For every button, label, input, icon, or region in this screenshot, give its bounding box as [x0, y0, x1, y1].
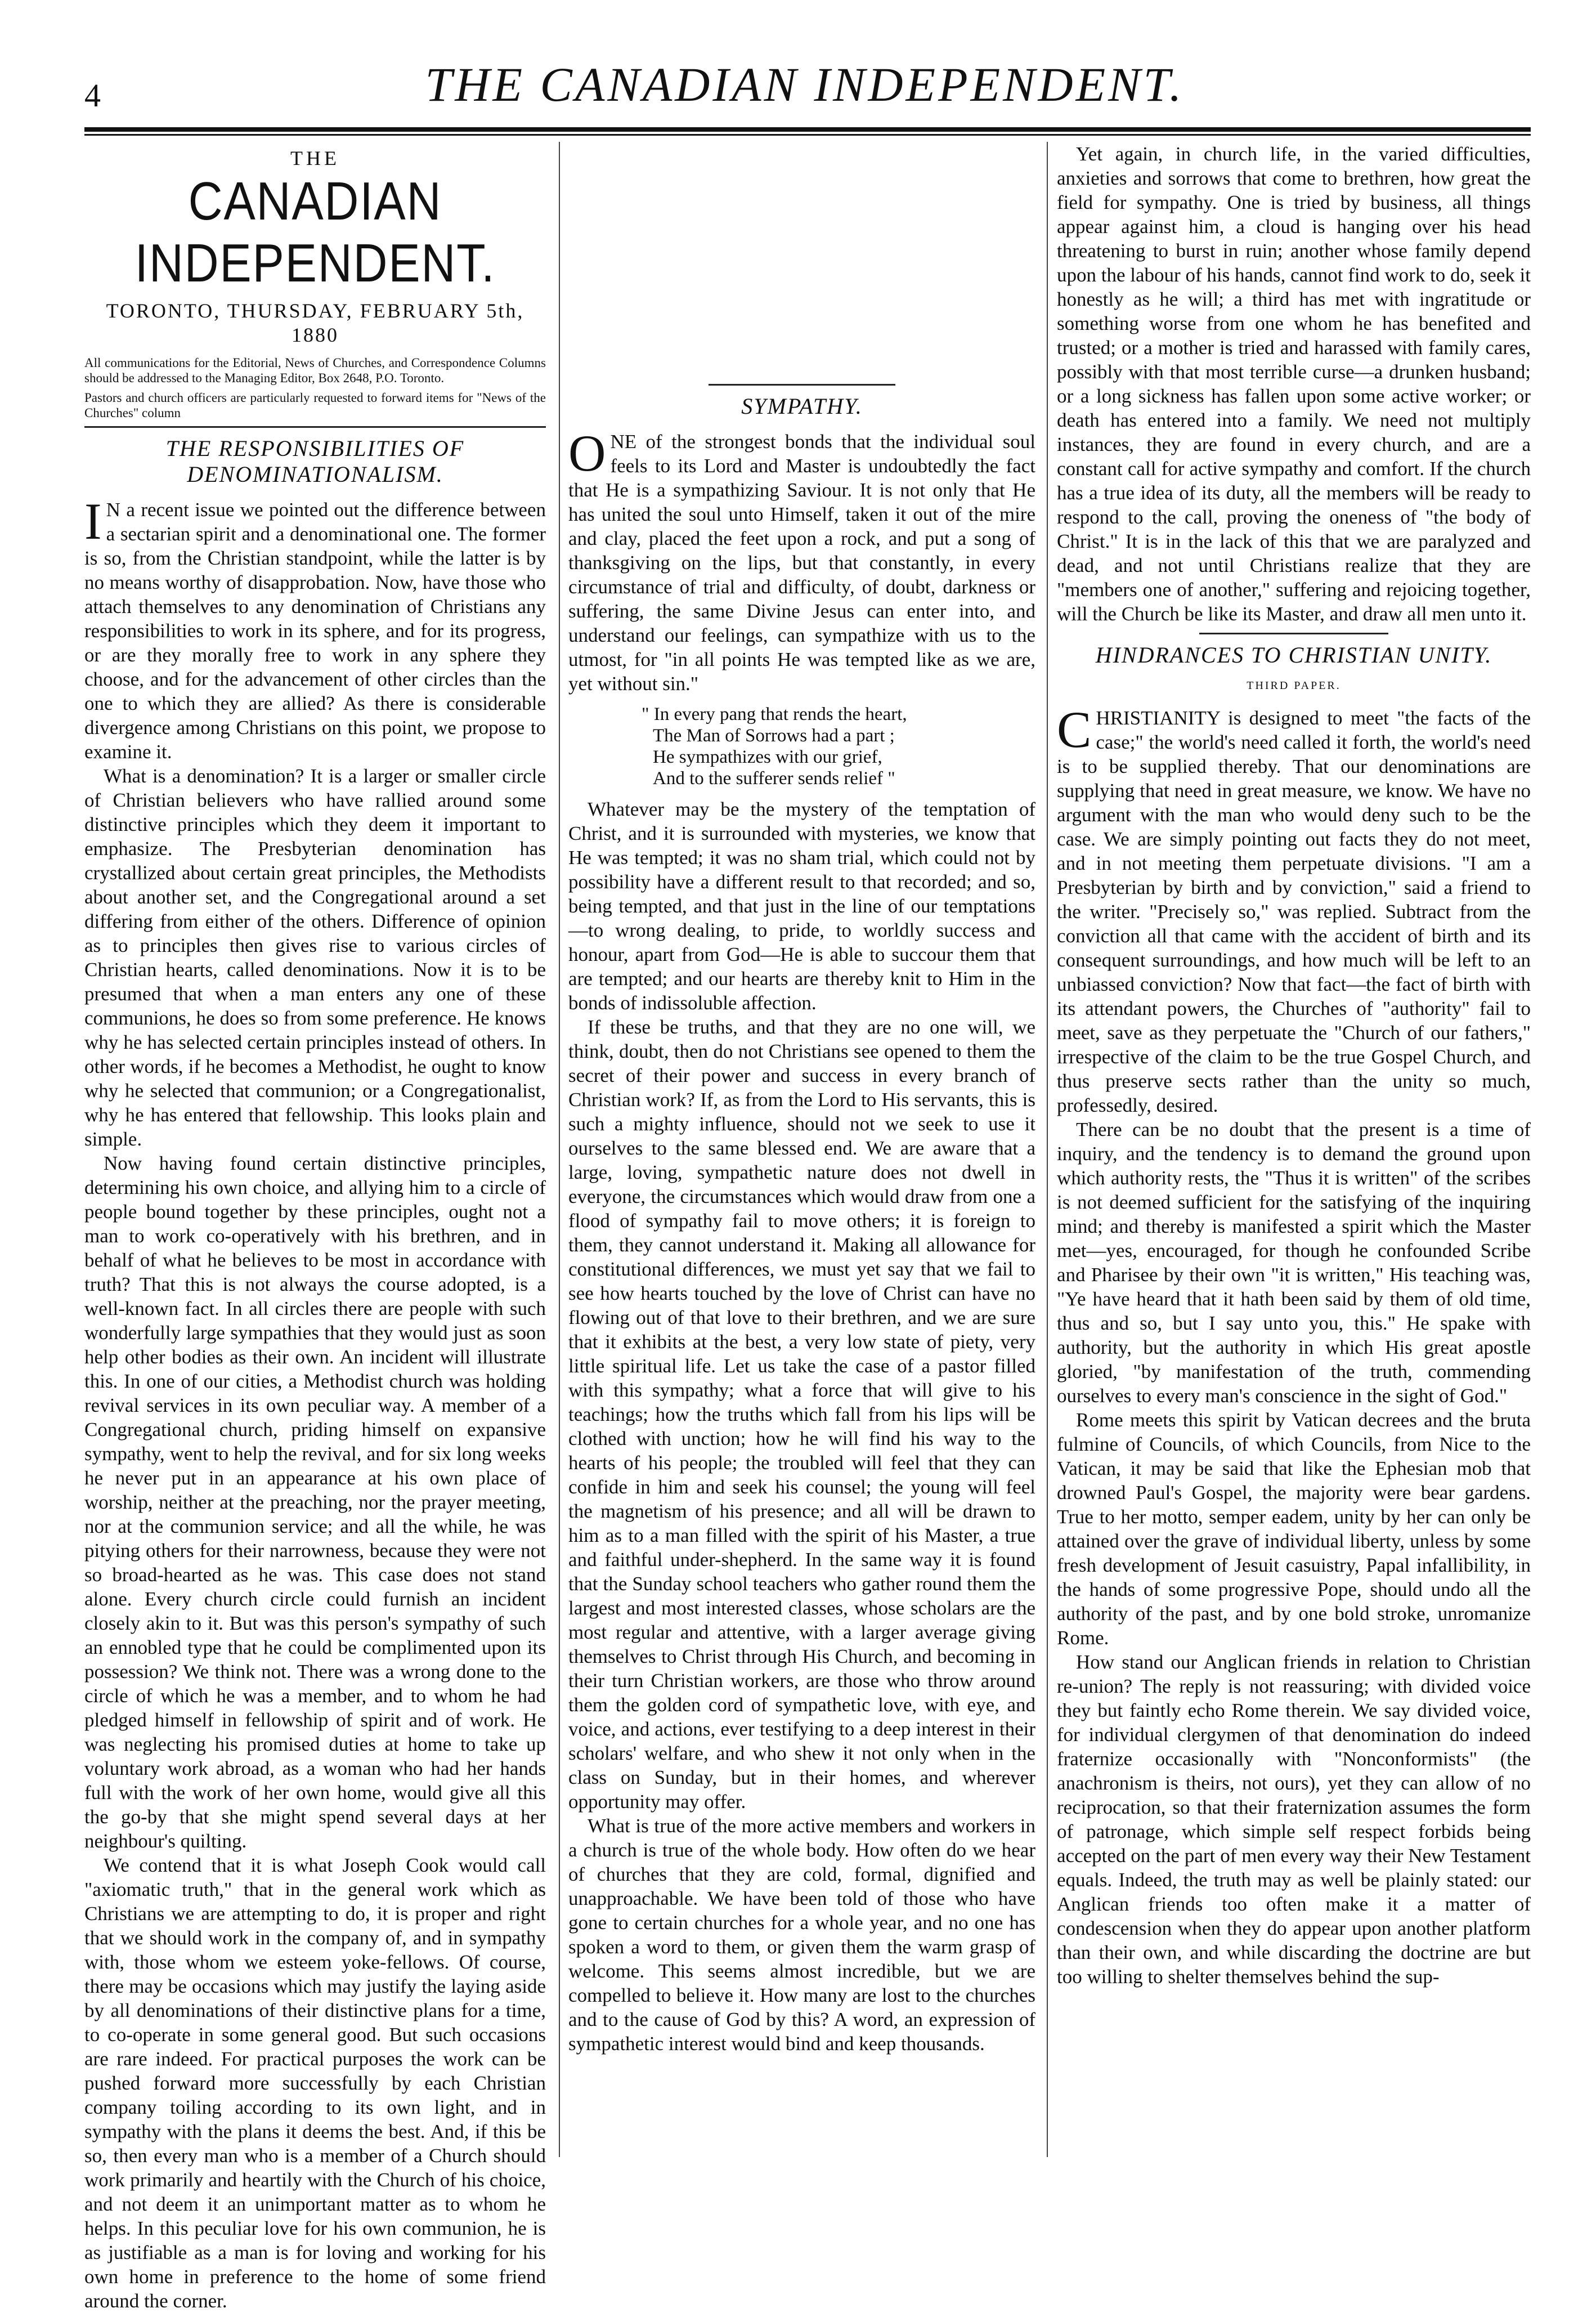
- poem-line: He sympathizes with our grief,: [653, 747, 882, 767]
- masthead-title: CANADIAN INDEPENDENT.: [135, 171, 496, 293]
- article-title-sympathy: SYMPATHY.: [741, 393, 863, 419]
- poem-line: The Man of Sorrows had a part ;: [653, 726, 895, 746]
- column-separator: [559, 142, 560, 2157]
- section-divider: [1199, 633, 1389, 634]
- section-divider: [84, 426, 546, 428]
- column-1: [84, 142, 546, 2312]
- article-paragraph: How stand our Anglican friends in relation to Christian re-union? The reply is not reassuring; with divided voice they but faintly echo Rome therein. We say divided voice, for individual clergymen of that denomination do indeed fraternize occasionally with "Nonconformists" (the anachronism is theirs, not ours), yet they can allow of no reciprocation, so that their fraternization assumes the form of patronage, which simple self respect forbids being accepted on the part of men every way their New Testament equals. Indeed, the truth may as well be plainly stated: our Anglican friends too often make it a matter of condescension when they do appear upon another platform than their own, and while discarding the doctrine are but too willing to shelter themselves behind the sup-: [1057, 1651, 1531, 1988]
- article-paragraph: There can be no doubt that the present is a time of inquiry, and the tendency is to demand the ground upon which authority rests, the "Thus it is written" of the scribes is not deemed sufficient for the satisfying of the inquiring mind; and thereby is manifested a spirit which the Master met—yes, encouraged, for though he confounded Scribe and Pharisee by their own "it is written," His teaching was, "Ye have heard that it hath been said by them of old time, thus and so, but I say unto you, this." He spake with authority, but the authority in which His great apostle gloried, "by manifestation of the truth, commending ourselves to every man's conscience in the sight of God.": [1057, 1119, 1531, 1407]
- masthead-dateline: TORONTO, THURSDAY, FEBRUARY 5th, 1880: [106, 299, 524, 346]
- article-subtitle: THIRD PAPER.: [1247, 679, 1341, 692]
- article-paragraph: I N a recent issue we pointed out the difference between a sectarian spirit and a denominational one. The former is so, from the Christian standpoint, while the latter is by no means worthy of disapprobation. Now, have those who attach themselves to any denomination of Christians any responsibilities to work in its sphere, and for its progress, or are they morally free to work in any sphere they choose, and for the advancement of other circles than the one to which they are allied? As there is considerable divergence among Christians on this point, we propose to examine it.: [84, 493, 546, 763]
- article-paragraph: ONE of the strongest bonds that the individual soul feels to its Lord and Master is undoubtedly the fact that He is a sympathizing Saviour. It is not only that He has united the soul unto Himself, taken it out of the mire and clay, placed the feet upon a rock, and put a song of thanksgiving on the lips, but that constantly, in every circumstance of trial and difficulty, of doubt, darkness or suffering, the same Divine Jesus can enter into, and understand our feelings, can sympathize with us to the utmost, for "in all points He was tempted like as we are, yet without sin.": [568, 424, 1035, 695]
- article-paragraph: What is true of the more active members and workers in a church is true of the whole body. How often do we hear of churches that they are cold, formal, dignified and unapproachable. We have been told of those who have gone to certain churches for a whole year, and no one has spoken a word to them, or given them the warm grasp of welcome. This seems almost incredible, but we are compelled to believe it. How many are lost to the churches and to the cause of God by this? A word, an expression of sympathetic interest would bind and keep thousands.: [568, 1815, 1035, 2055]
- article-paragraph: Rome meets this spirit by Vatican decrees and the bruta fulmine of Councils, of which Councils, from Nice to the Vatican, it may be said that like the Ephesian mob that drowned Paul's Gospel, the majority were bear gardens. True to her motto, semper eadem, unity by her can only be attained over the grave of individual liberty, unless by some fresh development of Jesuit casuistry, Papal infallibility, in the hands of some progressive Pope, should undo all the authority of the past, and by one bold stroke, unromanize Rome.: [1057, 1409, 1531, 1649]
- article-paragraph: If these be truths, and that they are no one will, we think, doubt, then do not Christians see opened to them the secret of their power and success in every branch of Christian work? If, as from the Lord to His servants, this is such a mighty influence, should not we seek to use it ourselves to the same blessed end. We are aware that a large, loving, sympathetic nature does not dwell in everyone, the circumstances which would draw from one a flood of sympathy fail to move others; it is foreign to them, they cannot understand it. Making all allowance for constitutional differences, we must yet say that we fail to see how hearts touched by the love of Christ can have no flowing out of that love to their brethren, and we are sure that it exhibits at the best, a very low state of piety, very little spiritual life. Let us take the case of a pastor filled with this sympathy; what a force that will give to his teachings; how the truths which fall from his lips will be clothed with unction; how he will find his way to the hearts of his people; the troubled will feel that they can confide in him and seek his counsel; the young will feel the magnetism of his presence; and all will be drawn to him as to a man filled with the spirit of his Master, a true and faithful under-shepherd. In the same way it is found that the Sunday school teachers who gather round them the largest and most interested classes, whose scholars are the most regular and attentive, with a larger average giving themselves to Christ through His Church, and becoming in their turn Christian workers, are those who throw around them the golden cord of sympathetic love, with eye, and voice, and actions, ever testifying to a deep interest in their scholars' welfare, and who shew it not only when in the class on Sunday, but in their homes, and wherever opportunity may offer.: [568, 1016, 1035, 1813]
- article-paragraph: Now having found certain distinctive principles, determining his own choice, and allying him to a circle of people bound together by these principles, ought not a man to work co-operatively with his brethren, and in behalf of what he believes to be most in accordance with truth? That this is not always the course adopted, is a well-known fact. In all circles there are people with such wonderfully large sympathies that they would just as soon help other bodies as their own. An incident will illustrate this. In one of our cities, a Methodist church was holding revival services in its own peculiar way. A member of a Congregational church, priding himself on expansive sympathy, went to help the revival, and for six long weeks he never put in an appearance at his own place of worship, neither at the preaching, nor the prayer meeting, nor at the communion service; and all the while, he was pitying others for their narrowness, because they were not so broad-hearted as he was. This case does not stand alone. Every church circle could furnish an incident closely akin to it. But was this person's sympathy of such an ennobled type that he could be complimented upon its possession? We think not. There was a wrong done to the circle of which he was a member, and to whom he had pledged himself in fellowship of spirit and of work. He was neglecting his promised duties at home to take up voluntary work abroad, as a woman who had her hands full with the work of her own home, would give all this the go-by that she might spend several days at her neighbour's quilting.: [84, 1152, 546, 1852]
- hymn-quote: [642, 704, 1035, 789]
- header-rule-thin: [84, 134, 1531, 136]
- poem-line: And to the sufferer sends relief ": [653, 768, 895, 789]
- running-title: THE CANADIAN INDEPENDENT.: [425, 57, 1185, 111]
- column-separator: [1047, 142, 1048, 2157]
- article-title-denominationalism: THE RESPONSIBILITIES OF DENOMINATIONALISM.: [165, 436, 465, 487]
- column-2: [568, 142, 1035, 2157]
- editorial-notice: All communications for the Editorial, News of Churches, and Correspondence Columns should be addressed to the Managing Editor, Box 2648, P.O. Toronto.: [84, 356, 546, 385]
- article-paragraph: What is a denomination? It is a larger or smaller circle of Christian believers who have rallied around some distinctive principles which they deem it important to emphasize. The Presbyterian denomination has crystallized about certain great principles, the Methodists about another set, and the Congregational around a set differing from either of the others. Difference of opinion as to principles then gives rise to various circles of Christian hearts, called denominations. Now it is to be presumed that when a man enters any one of these communions, he does so from some preference. He knows why he has selected certain principles instead of others. In other words, if he becomes a Methodist, he ought to know why he selected that communion; or a Congregationalist, why he has entered that fellowship. This looks plain and simple.: [84, 765, 546, 1150]
- column-3: [1057, 142, 1531, 2157]
- article-paragraph: Yet again, in church life, in the varied difficulties, anxieties and sorrows that come to brethren, how great the field for sympathy. One is tried by business, all things appear against him, a cloud is hanging over his head threatening to burst in ruin; another whose family depend upon the labour of his hands, cannot find work to do, seek it honestly as he will; a third has met with ingratitude or something worse from one whom he has benefited and trusted; or a mother is tried and harassed with family cares, possibly with that most terrible curse—a drunken husband; or a long sickness has fallen upon some active worker; or death has entered into a family. We need not multiply instances, they are found in every church, and are a constant call for active sympathy and comfort. If the church has a true idea of its duty, all the members will be ready to respond to the call, proving the oneness of "the body of Christ." It is in the lack of this that we are paralyzed and dead, and not until Christians realize that they are "members one of another," suffering and rejoicing together, will the Church be like its Master, and draw all men unto it.: [1057, 143, 1531, 625]
- article-paragraph: We contend that it is what Joseph Cook would call "axiomatic truth," that in the general work which as Christians we are attempting to do, it is proper and right that we should work in the company of, and in sympathy with, those whom we esteem yoke-fellows. Of course, there may be occasions which may justify the laying aside by all denominations of their distinctive plans for a time, to co-operate in some general good. But such occasions are rare indeed. For practical purposes the work can be pushed forward more successfully by each Christian company toiling according to its own light, and in sympathy with the plans it deems the best. And, if this be so, then every man who is a member of a Church should work primarily and heartily with the Church of his choice, and not deem it an unimportant matter as to whom he helps. In this peculiar love for his own communion, he is as justifiable as a man is for loving and working for his own home in preference to the home of some friend around the corner.: [84, 1854, 546, 2312]
- article-paragraph: Whatever may be the mystery of the temptation of Christ, and it is surrounded with mysteries, we know that He was tempted; it was no sham trial, which could not by possibility have a different result to that recorded; and so, being tempted, and that just in the line of our temptations—to wrong dealing, to pride, to worldly success and honour, apart from God—He is able to succour them that are tempted; and our hearts are thereby knit to Him in the bonds of indissoluble affection.: [568, 798, 1035, 1014]
- article-paragraph: CHRISTIANITY is designed to meet "the facts of the case;" the world's need called it forth, the world's need is to be supplied thereby. That our denominations are supplying that need in great measure, we know. We have no argument with the man who would deny such to be the case. We are simply pointing out facts they do not meet, and in not meeting them perpetuate divisions. "I am a Presbyterian by birth and by conviction," said a friend to the writer. "Precisely so," was replied. Subtract from the conviction all that came with the accident of birth and its consequent surroundings, and how much will be left to an unbiassed conviction? Now that fact—the fact of birth with its attendant powers, the Churches of "authority" fail to meet, save as they perpetuate the "Church of our fathers," irrespective of the claim to be the true Gospel Church, and thus preserve sects rather than the unity so much, professedly, desired.: [1057, 701, 1531, 1116]
- pastors-notice: Pastors and church officers are particularly requested to forward items for "News of the Churches" column: [84, 391, 546, 420]
- section-divider: [709, 384, 895, 386]
- article-title-hindrances: HINDRANCES TO CHRISTIAN UNITY.: [1095, 642, 1492, 668]
- page-number: 4: [84, 77, 101, 114]
- masthead-the: THE: [290, 147, 340, 169]
- page-header: [84, 56, 1525, 129]
- poem-line: " In every pang that rends the heart,: [642, 704, 907, 724]
- drop-cap: O: [568, 424, 606, 482]
- drop-cap: I: [84, 493, 102, 550]
- drop-cap: C: [1057, 701, 1092, 758]
- header-rule: [84, 127, 1531, 132]
